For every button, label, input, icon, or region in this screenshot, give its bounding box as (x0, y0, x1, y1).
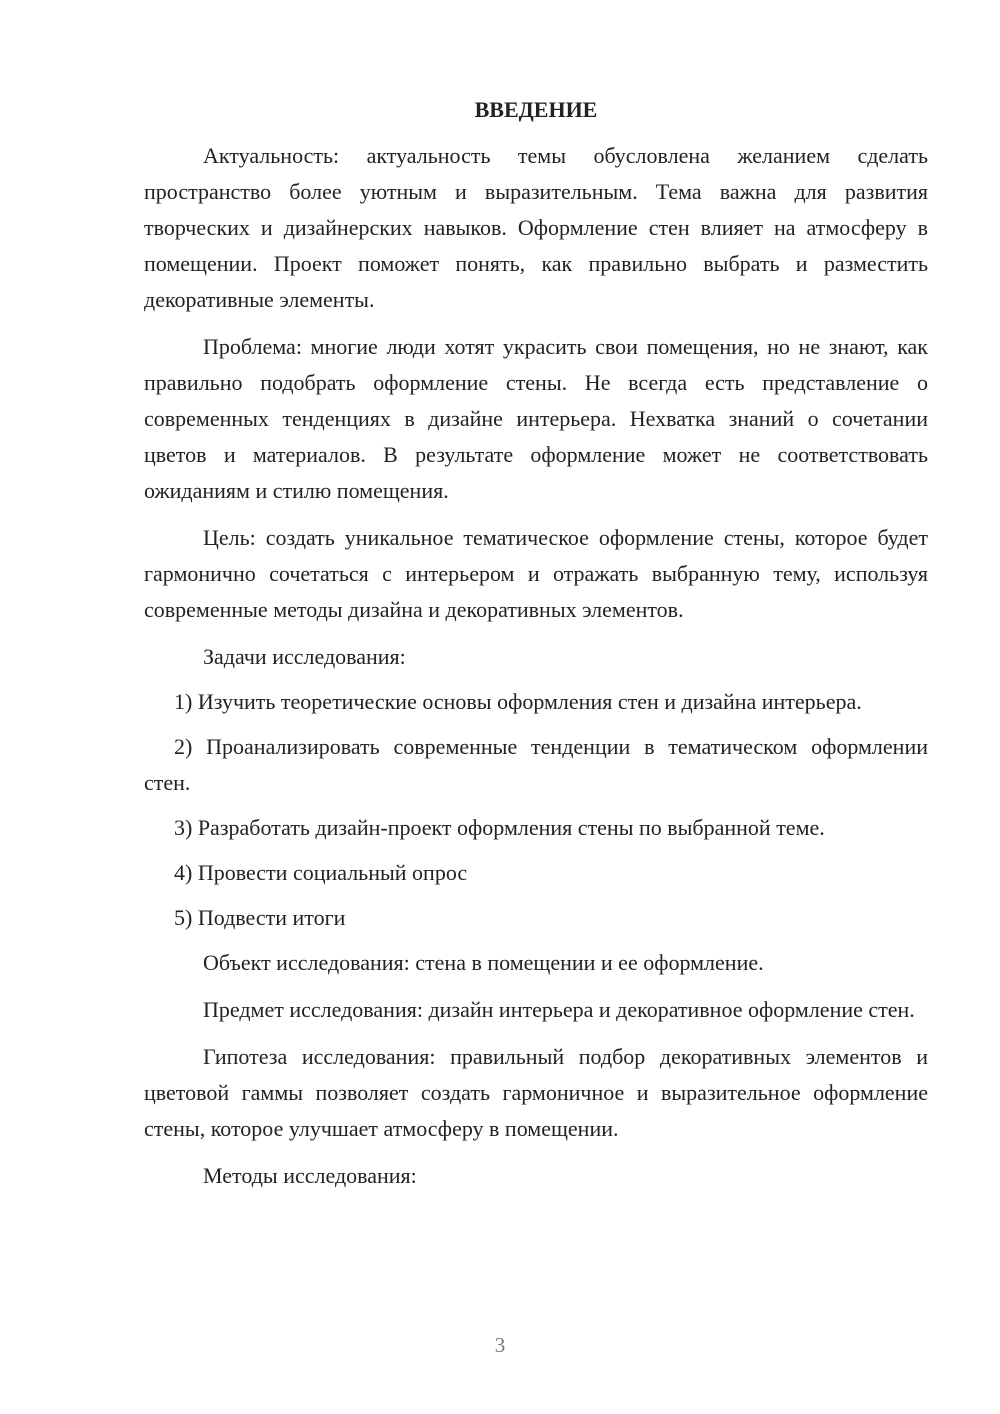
object-paragraph: Объект исследования: стена в помещении и ее оформление. (203, 950, 764, 975)
task-item-2: 2) Проанализировать современные тенденции в тематическом оформлении стен. (144, 734, 928, 795)
document-page (144, 92, 928, 1203)
page-number: 3 (494, 1333, 506, 1357)
subject-paragraph: Предмет исследования: дизайн интерьера и декоративное оформление стен. (203, 997, 915, 1022)
goal-paragraph: Цель: создать уникальное тематическое оформление стены, которое будет гармонично сочетаться с интерьером и отражать выбранную тему, используя современные методы дизайна и декоративных элементов. (144, 525, 928, 622)
task-item-1: 1) Изучить теоретические основы оформления стен и дизайна интерьера. (174, 689, 862, 714)
relevance-paragraph: Актуальность: актуальность темы обусловлена желанием сделать пространство более уютным и выразительным. Тема важна для развития творческих и дизайнерских навыков. Оформление стен влияет на атмосферу в помещении. Проект поможет понять, как правильно выбрать и разместить декоративные элементы. (144, 143, 928, 312)
hypothesis-paragraph: Гипотеза исследования: правильный подбор декоративных элементов и цветовой гаммы позволяет создать гармоничное и выразительное оформление стены, которое улучшает атмосферу в помещении. (144, 1044, 928, 1141)
problem-paragraph: Проблема: многие люди хотят украсить свои помещения, но не знают, как правильно подобрать оформление стены. Не всегда есть представление о современных тенденциях в дизайне интерьера. Нехватка знаний о сочетании цветов и материалов. В результате оформление может не соответствовать ожиданиям и стилю помещения. (144, 334, 928, 503)
task-item-4: 4) Провести социальный опрос (174, 860, 468, 885)
task-item-3: 3) Разработать дизайн-проект оформления стены по выбранной теме. (174, 815, 825, 840)
section-title: ВВЕДЕНИЕ (474, 97, 598, 122)
task-item-5: 5) Подвести итоги (174, 905, 346, 930)
tasks-heading: Задачи исследования: (203, 644, 406, 669)
methods-heading: Методы исследования: (203, 1163, 417, 1188)
